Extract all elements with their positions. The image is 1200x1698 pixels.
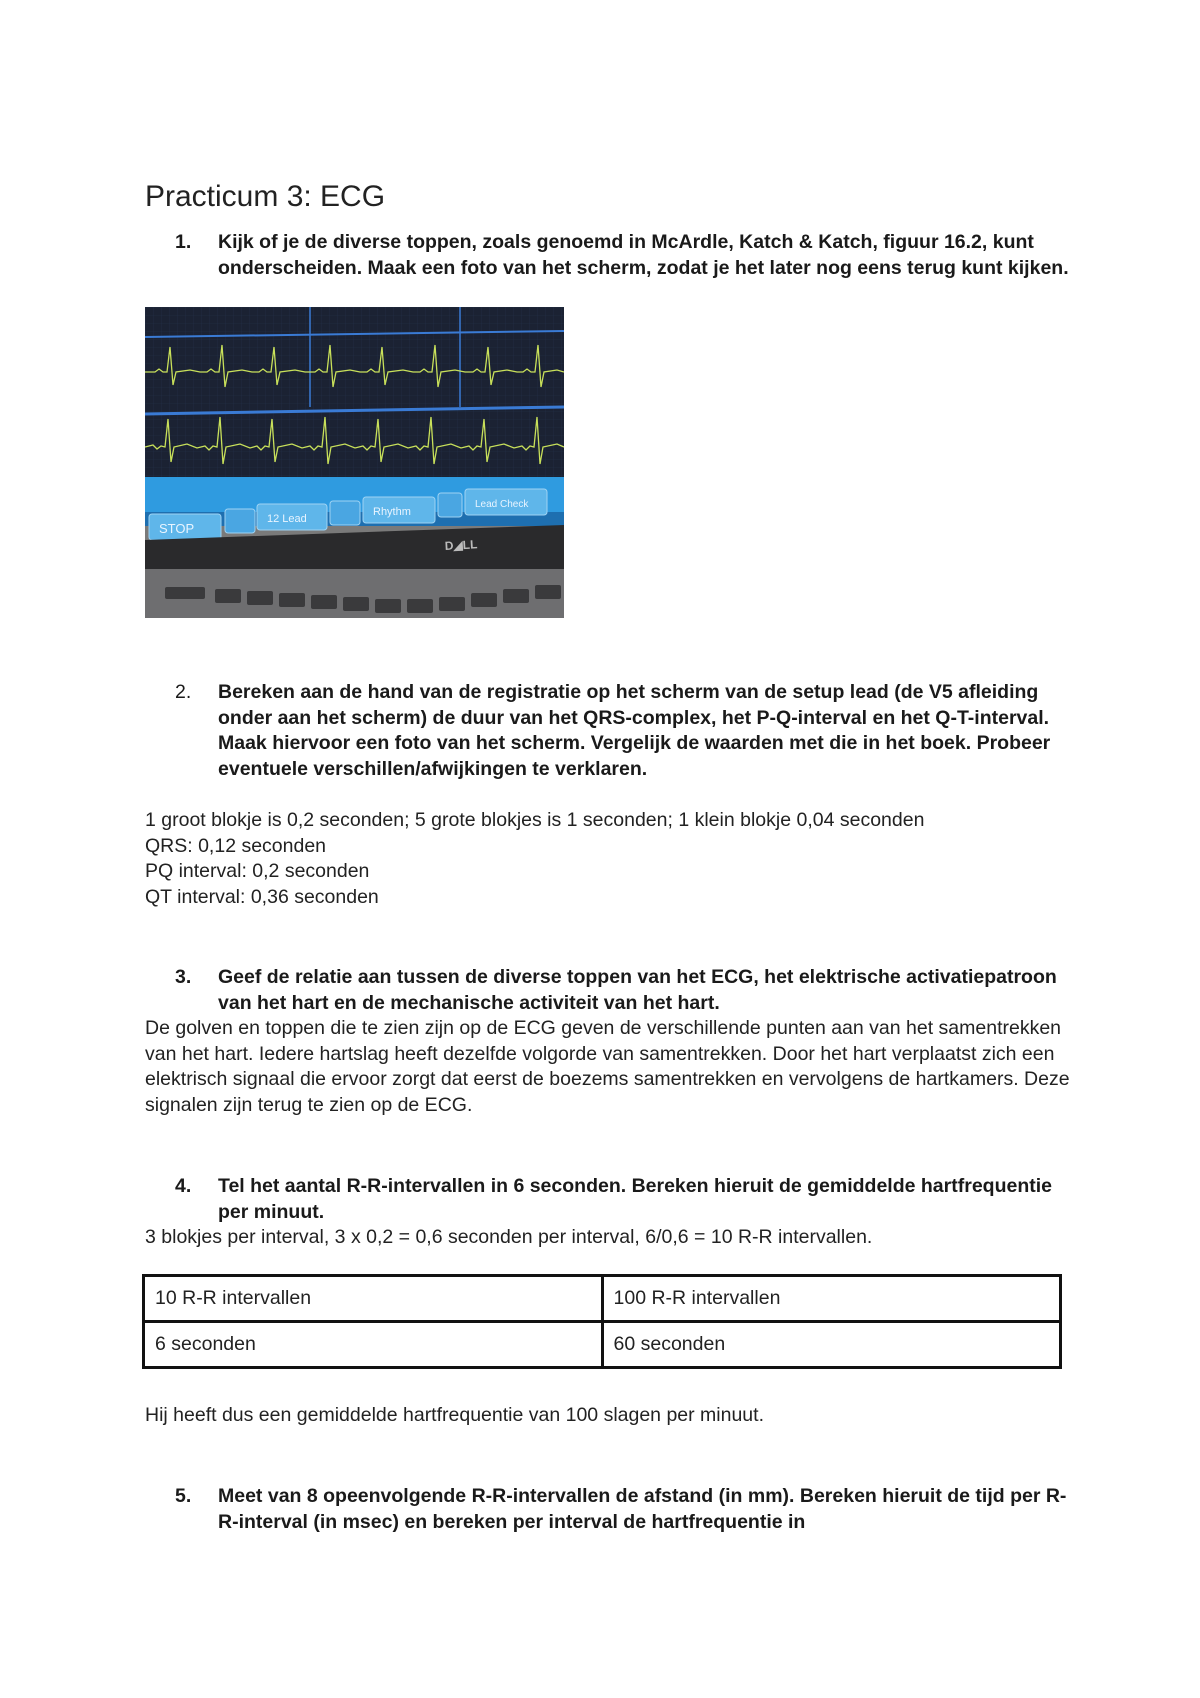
- question-2-text: Bereken aan de hand van de registratie op het scherm van de setup lead (de V5 afleiding onder aan het scherm) de duur van het QRS-complex, het P-Q-interval en het Q-T-interval. Maak hiervoor een foto van het scherm. Vergelijk de waarden met die in het boek. Probeer eventuele verschillen/afwijkingen te verklaren.: [218, 681, 1051, 780]
- rr-interval-table: [142, 1274, 1062, 1369]
- ecg-photo-illustration: [145, 307, 564, 618]
- question-5-text: Meet van 8 opeenvolgende R-R-intervallen de afstand (in mm). Bereken hieruit de tijd per R-R-interval (in msec) en bereken per interval de hartfrequentie in: [218, 1485, 1067, 1533]
- answer-line: QRS: 0,12 seconden: [145, 834, 327, 857]
- twelve-lead-button-label: 12 Lead: [267, 513, 307, 525]
- page-title: Practicum 3: ECG: [145, 180, 386, 213]
- question-3-text: Geef de relatie aan tussen de diverse toppen van het ECG, het elektrische activatiepatroon van het hart en de mechanische activiteit van het hart.: [218, 966, 1057, 1014]
- stop-button-label: STOP: [159, 521, 195, 536]
- question-3: [175, 965, 1075, 1016]
- question-5: [175, 1484, 1075, 1535]
- question-1: [175, 230, 1075, 281]
- people-icon[interactable]: [438, 493, 462, 517]
- question-1-number: 1.: [175, 231, 192, 253]
- table-row: [144, 1276, 1061, 1322]
- table-cell: 100 R-R intervallen: [602, 1276, 1061, 1322]
- table-row: [144, 1322, 1061, 1368]
- answer-line: QT interval: 0,36 seconden: [145, 885, 379, 908]
- question-4-number: 4.: [175, 1175, 192, 1197]
- lead-check-button-label: Lead Check: [475, 499, 529, 510]
- ecg-screen-photo: [145, 307, 564, 618]
- question-3-answer: [145, 1016, 1075, 1118]
- answer-line: 3 blokjes per interval, 3 x 0,2 = 0,6 seconden per interval, 6/0,6 = 10 R-R intervallen.: [145, 1226, 873, 1248]
- layout-icon[interactable]: [330, 501, 360, 525]
- table-cell: 60 seconden: [602, 1322, 1061, 1368]
- answer-paragraph: De golven en toppen die te zien zijn op de ECG geven de verschillende punten aan van het samentrekken van het hart. Iedere hartslag heeft dezelfde volgorde van samentrekken. Door het hart verplaatst zich een elektrisch signaal die ervoor zorgt dat eerst de boezems samentrekken en vervolgens de hartkamers. Deze signalen zijn terug te zien op de ECG.: [145, 1017, 1070, 1116]
- question-3-number: 3.: [175, 966, 192, 988]
- rhythm-button-label: Rhythm: [373, 506, 411, 518]
- question-2: [175, 680, 1075, 782]
- question-4-conclusion: [145, 1403, 1075, 1429]
- question-5-number: 5.: [175, 1485, 192, 1507]
- conclusion-line: Hij heeft dus een gemiddelde hartfrequentie van 100 slagen per minuut.: [145, 1404, 764, 1426]
- camera-icon[interactable]: [225, 509, 255, 533]
- table-cell: 10 R-R intervallen: [144, 1276, 603, 1322]
- question-2-answers: [145, 808, 1075, 910]
- table-cell: 6 seconden: [144, 1322, 603, 1368]
- question-1-text: Kijk of je de diverse toppen, zoals genoemd in McArdle, Katch & Katch, figuur 16.2, kunt onderscheiden. Maak een foto van het scherm, zodat je het later nog eens terug kunt kijken.: [218, 231, 1069, 279]
- question-4: [175, 1174, 1075, 1225]
- question-4-text: Tel het aantal R-R-intervallen in 6 seconden. Bereken hieruit de gemiddelde hartfrequentie per minuut.: [218, 1175, 1052, 1223]
- laptop-logo: D◢LL: [444, 537, 478, 553]
- question-2-number: 2.: [175, 681, 192, 703]
- question-4-answer: [145, 1225, 1075, 1251]
- answer-line: PQ interval: 0,2 seconden: [145, 860, 370, 882]
- answer-line: 1 groot blokje is 0,2 seconden; 5 grote blokjes is 1 seconden; 1 klein blokje 0,04 seconden: [145, 809, 925, 831]
